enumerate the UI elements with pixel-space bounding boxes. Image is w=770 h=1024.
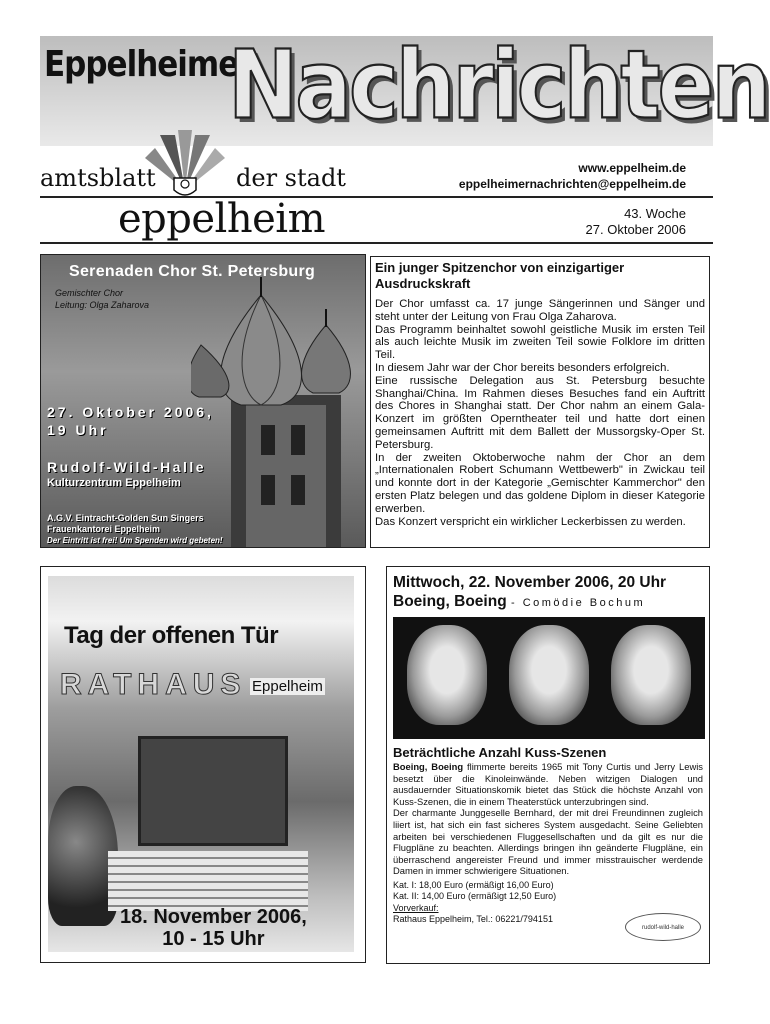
choir-article-p4: Eine russische Delegation aus St. Petersburg besuchte Shanghai/China. Im Rahmen dieses Besuches fand ein Auftritt des Chores in Shanghai statt. Der Chor nahm an einem Gala-Konzert im größten Operntheater teil und hatte dort einen gemeinsamen Auftritt mit dem Ballett der Mussorgsky-Oper St. Petersburg. — [375, 374, 705, 451]
choir-guests — [47, 513, 204, 535]
entrance-door-image — [138, 736, 288, 846]
choir-venue-sub: Kulturzentrum Eppelheim — [47, 477, 181, 489]
website-link[interactable]: www.eppelheim.de — [578, 161, 686, 175]
boeing-article — [386, 566, 710, 964]
contact-block — [459, 160, 686, 192]
issue-week: 43. Woche — [624, 206, 686, 221]
stairs-image — [108, 851, 308, 911]
guest-choir-2: Frauenkantorei Eppelheim — [47, 524, 161, 534]
choir-article — [370, 256, 710, 548]
actress-photo-2 — [611, 625, 691, 725]
price-cat-2: Kat. II: 14,00 Euro (ermäßigt 12,50 Euro) — [393, 891, 557, 902]
choir-poster — [40, 254, 366, 548]
presale-contact: Rathaus Eppelheim, Tel.: 06221/794151 — [393, 914, 553, 925]
masthead-bottom-divider — [40, 242, 713, 244]
onion-domes-image — [191, 275, 366, 548]
choir-article-headline: Ein junger Spitzenchor von einzigartiger Ausdruckskraft — [375, 260, 625, 291]
open-day-date — [120, 906, 307, 950]
boeing-p1 — [393, 761, 703, 807]
email-link[interactable]: eppelheimernachrichten@eppelheim.de — [458, 177, 686, 191]
boeing-p1-text: flimmerte bereits 1965 mit Tony Curtis und Jerry Lewis besetzt über die Kinoleinwände. Neben witzigen Dialogen und ausdauernder Situationskomik bietet das Stück die höchste Anzahl von Kuss-Szenen, die in einem Theaterstück unterzubringen sind. — [393, 761, 703, 807]
issue-date: 27. Oktober 2006 — [585, 222, 686, 237]
choir-article-p1: Der Chor umfasst ca. 17 junge Sängerinnen und Sänger und steht unter der Leitung von Frau Olga Zaharova. — [375, 298, 705, 323]
boeing-title-text: Boeing, Boeing — [393, 593, 507, 610]
choir-article-p6: Das Konzert verspricht ein wirklicher Leckerbissen zu werden. — [375, 515, 686, 528]
choir-admission-note: Der Eintritt ist frei! Um Spenden wird gebeten! — [47, 536, 223, 545]
open-day-date-line: 18. November 2006, — [120, 906, 307, 928]
choir-time: 19 Uhr — [47, 422, 109, 438]
boeing-company: - Comödie Bochum — [510, 597, 646, 609]
choir-venue: Rudolf-Wild-Halle — [47, 459, 207, 475]
open-day-time-line: 10 - 15 Uhr — [162, 928, 265, 950]
choir-poster-title: Serenaden Chor St. Petersburg — [69, 263, 316, 280]
rathaus-sign: RATHAUS — [60, 668, 247, 701]
masthead-title-big: Nachrichten — [228, 30, 769, 140]
choir-date: 27. Oktober 2006, — [47, 404, 214, 420]
choir-article-p2: Das Programm beinhaltet sowohl geistliche Musik im ersten Teil als auch leichte Musik im zweiten Teil sowie Folklore im dritten Teil. — [375, 323, 705, 362]
amtsblatt-label: amtsblatt — [40, 164, 156, 192]
open-day-title: Tag der offenen Tür — [64, 622, 279, 649]
choir-leader: Leitung: Olga Zaharova — [55, 300, 150, 310]
boeing-lead-bold: Boeing, Boeing — [393, 761, 464, 772]
presale-label: Vorverkauf: — [393, 902, 439, 913]
guest-choir-1: A.G.V. Eintracht-Golden Sun Singers — [47, 513, 204, 523]
choir-article-p5: In der zweiten Oktoberwoche nahm der Chor an dem „Internationalen Robert Schumann Wettbewerb" in Zwickau teil und konnte dort in der Kategorie „Gemischter Kammerchor" den ersten Platz belegen und das goldene Diplom in dieser Kategorie erwerben. — [375, 451, 705, 515]
town-name: eppelheim — [118, 196, 326, 242]
issue-info — [586, 206, 686, 238]
boeing-p2: Der charmante Junggeselle Bernhard, der mit drei Freundinnen zugleich liiert ist, hat sich ein fast sicheres System ausgedacht. Seine Geliebten arbeiten bei verschiedenen Fluggesellschaften und da gilt es nur die Flugpläne zu beachten. Allerdings bringen ihn geänderte Flugpläne, ein überraschend angereister Freund und immer misstrauischer werdende Damen in immer schwierigere Situationen. — [393, 807, 703, 877]
boeing-date-headline: Mittwoch, 22. November 2006, 20 Uhr — [393, 574, 667, 591]
der-stadt-label: der stadt — [236, 164, 346, 192]
actor-photo — [509, 625, 589, 725]
choir-poster-date — [47, 403, 214, 439]
choir-poster-subtitle — [55, 287, 149, 311]
actress-photo-1 — [407, 625, 487, 725]
choir-article-p3: In diesem Jahr war der Chor bereits besonders erfolgreich. — [375, 361, 670, 374]
masthead-title-small: Eppelheimer — [44, 44, 253, 86]
price-cat-1: Kat. I: 18,00 Euro (ermäßigt 16,00 Euro) — [393, 879, 554, 890]
boeing-title — [393, 592, 703, 613]
venue-seal-logo: rudolf-wild-halle — [625, 913, 701, 941]
open-day-poster — [48, 576, 354, 952]
choir-type: Gemischter Chor — [55, 288, 124, 298]
rathaus-sign-town: Eppelheim — [252, 678, 323, 695]
boeing-subhead: Beträchtliche Anzahl Kuss-Szenen — [393, 745, 607, 760]
cast-photos — [393, 617, 705, 739]
